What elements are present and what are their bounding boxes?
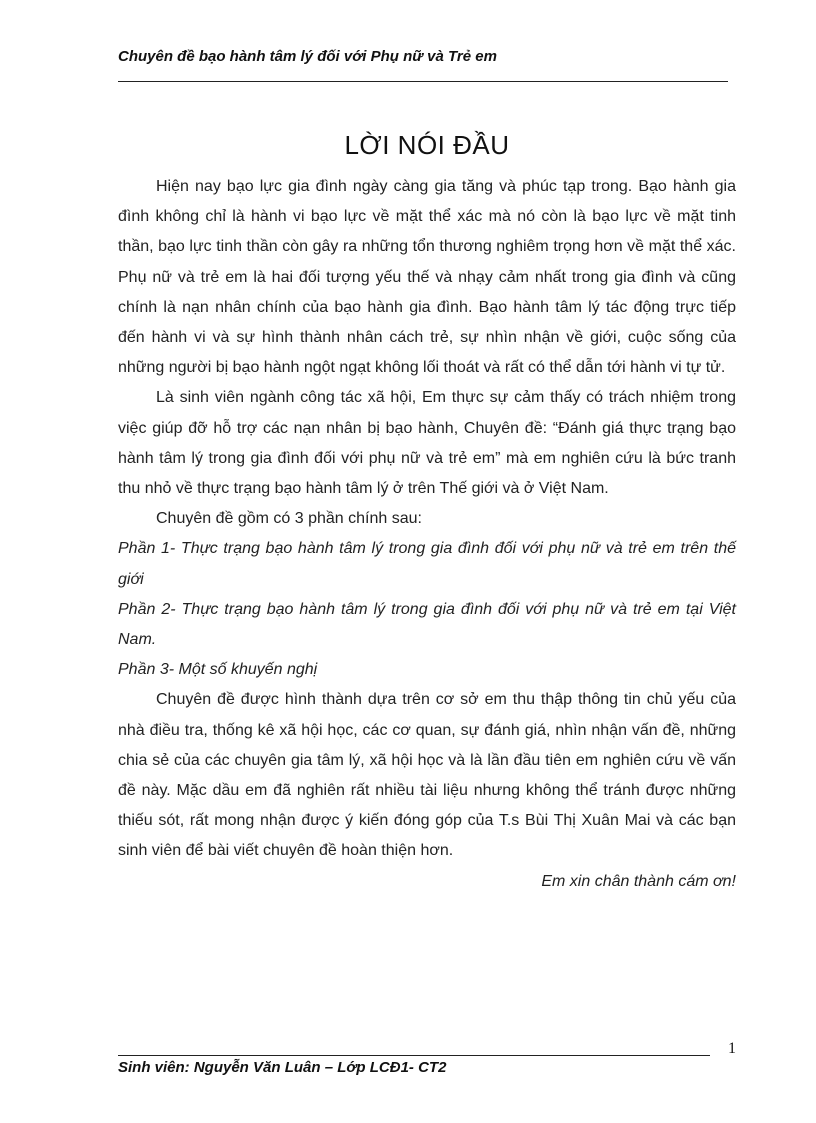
part-1-item: Phần 1- Thực trạng bạo hành tâm lý trong gia đình đối với phụ nữ và trẻ em trên thế giới (118, 540, 736, 588)
part-2-item: Phần 2- Thực trạng bạo hành tâm lý trong gia đình đối với phụ nữ và trẻ em tại Việt Nam. (118, 600, 736, 649)
part-3-item: Phần 3- Một số khuyến nghị (118, 661, 318, 679)
page-number: 1 (728, 1040, 736, 1057)
document-body (118, 172, 736, 897)
footer-divider (118, 1055, 710, 1056)
structure-intro: Chuyên đề gồm có 3 phần chính sau: (156, 510, 422, 528)
footer-author: Sinh viên: Nguyễn Văn Luân – Lớp LCĐ1- CT2 (118, 1059, 447, 1076)
acknowledgement-paragraph: Chuyên đề được hình thành dựa trên cơ sở em thu thập thông tin chủ yếu của nhà điều tra, thống kê xã hội học, các cơ quan, sự đánh giá, nhìn nhận vấn đề, những chia sẻ của các chuyên gia tâm lý, xã hội học và là lần đầu tiên em nghiên cứu về vấn đề này. Mặc dầu em đã nghiên rất nhiều tài liệu nhưng không thể tránh được những thiếu sót, rất mong nhận được ý kiến đóng góp của T.s Bùi Thị Xuân Mai và các bạn sinh viên để bài viết chuyên đề hoàn thiện hơn. (118, 691, 736, 860)
header-divider (118, 81, 728, 82)
signoff-line: Em xin chân thành cám ơn! (541, 872, 736, 890)
running-header: Chuyên đề bạo hành tâm lý đối với Phụ nữ và Trẻ em (118, 48, 497, 65)
intro-paragraph: Hiện nay bạo lực gia đình ngày càng gia tăng và phúc tạp trong. Bạo hành gia đình không chỉ là hành vi bạo lực về mặt thể xác mà nó còn là bạo lực về mặt tinh thần, bạo lực tinh thần còn gây ra những tổn thương nghiêm trọng hơn về mặt thể xác. Phụ nữ và trẻ em là hai đối tượng yếu thế và nhạy cảm nhất trong gia đình và cũng chính là nạn nhân chính của bạo hành gia đình. Bạo hành tâm lý tác động trực tiếp đến hành vi và sự hình thành nhân cách trẻ, sự nhìn nhận về giới, cuộc sống của những người bị bạo hành ngột ngạt không lối thoát và rất có thể dẫn tới hành vi tự tử. (118, 178, 736, 377)
page-title: LỜI NÓI ĐẦU (344, 130, 510, 160)
motivation-paragraph: Là sinh viên ngành công tác xã hội, Em thực sự cảm thấy có trách nhiệm trong việc giúp đỡ hỗ trợ các nạn nhân bị bạo hành, Chuyên đề: “Đánh giá thực trạng bạo hành tâm lý trong gia đình đối với phụ nữ và trẻ em” mà em nghiên cứu là bức tranh thu nhỏ về thực trạng bạo hành tâm lý ở trên Thế giới và ở Việt Nam. (118, 389, 736, 498)
